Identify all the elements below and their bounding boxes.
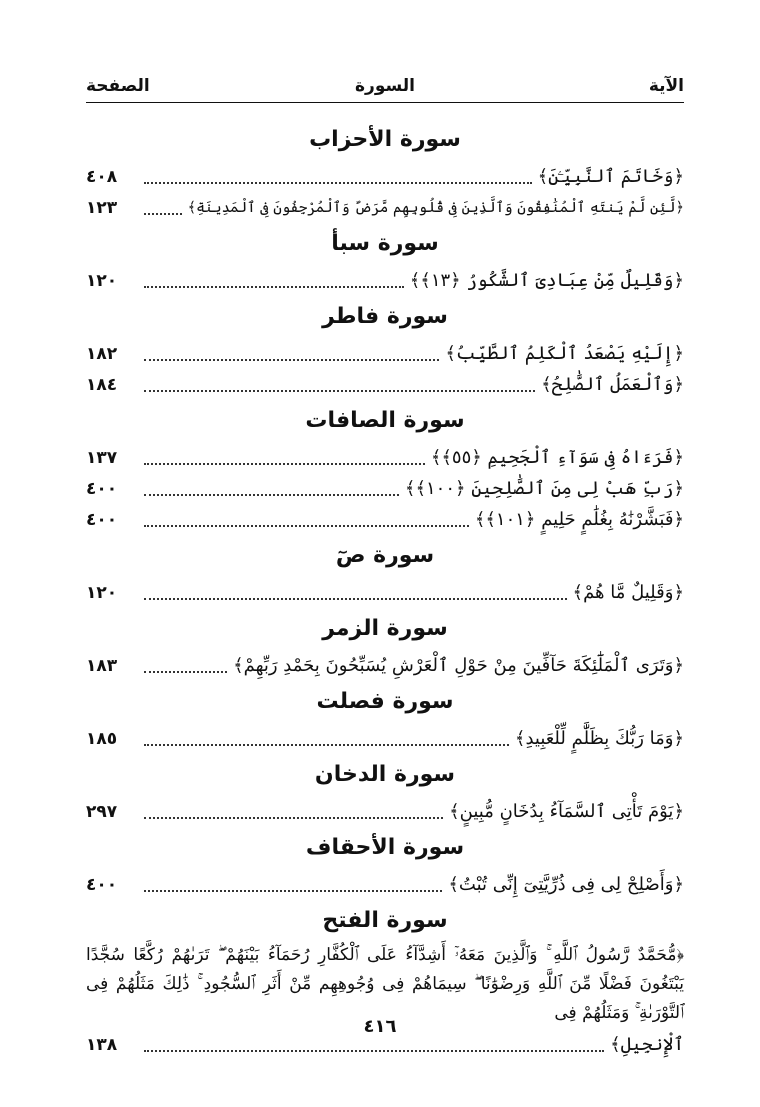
surah-title: سورة الفتح xyxy=(322,908,448,933)
ayah-text: ﴿وَقَلِيلٌ مِّنْ عِبَادِىَ ٱلشَّكُورُ ﴿١٣﴾﴾ xyxy=(409,270,684,291)
dot-leader xyxy=(144,525,469,527)
surah-title: سورة الصافات xyxy=(305,408,465,433)
page-ref: ١٨٢ xyxy=(86,344,118,364)
header-page-label: الصفحة xyxy=(86,76,150,96)
surah-title: سورة سبأ xyxy=(331,231,439,256)
dot-leader xyxy=(144,744,509,746)
index-entry xyxy=(86,472,684,503)
ayah-text: ﴿لَّئِن لَّمْ يَنتَهِ ٱلْمُنَٰفِقُونَ وَٱلَّذِينَ فِى قُلُوبِهِم مَّرَضٌ وَٱلْمُرْجِفُونَ فِى ٱلْمَدِينَةِ﴾ xyxy=(187,200,684,216)
surah-title: سورة الأحزاب xyxy=(309,127,461,152)
page-ref: ٤٠٠ xyxy=(86,875,118,895)
table-header xyxy=(86,72,684,103)
dot-leader xyxy=(144,182,532,184)
dot-leader xyxy=(144,671,227,673)
ayah-text: ﴿مُّحَمَّدٌ رَّسُولُ ٱللَّهِ ۚ وَٱلَّذِينَ مَعَهُۥٓ أَشِدَّآءُ عَلَى ٱلْكُفَّارِ رُحَمَآءُ بَيْنَهُمْ ۖ تَرَىٰهُمْ رُكَّعًا سُجَّدًا يَبْتَغُونَ فَضْلًا مِّنَ ٱللَّهِ وَرِضْوَٰنًا ۖ سِيمَاهُمْ فِى وُجُوهِهِم مِّنْ أَثَرِ ٱلسُّجُودِ ۚ ذَٰلِكَ مَثَلُهُمْ فِى ٱلتَّوْرَىٰةِ ۚ وَمَثَلُهُمْ فِى xyxy=(86,945,684,1023)
surah-title: سورة فصلت xyxy=(316,689,454,714)
surah-title: سورة الأحقاف xyxy=(305,835,465,860)
index-entry xyxy=(86,649,684,680)
page-ref: ١٢٣ xyxy=(86,198,118,218)
index-entry xyxy=(86,441,684,472)
page-number: ٤١٦ xyxy=(363,1016,397,1037)
page-ref: ١٨٥ xyxy=(86,729,118,749)
header-surah-label: السورة xyxy=(355,76,415,96)
surah-title: سورة صٓ xyxy=(335,543,435,568)
ayah-text-end: ٱلْإِنجِيلِ﴾ xyxy=(610,1034,684,1055)
header-ayah-label: الآية xyxy=(648,76,684,96)
index-entry xyxy=(86,368,684,399)
page-ref: ٢٩٧ xyxy=(86,802,118,822)
page-ref: ١٣٨ xyxy=(86,1035,118,1055)
page-ref: ١٢٠ xyxy=(86,583,118,603)
page-ref: ١٣٧ xyxy=(86,448,118,468)
surah-title: سورة الدخان xyxy=(314,762,456,787)
ayah-text: ﴿إِلَيْهِ يَصْعَدُ ٱلْكَلِمُ ٱلطَّيِّبُ﴾ xyxy=(445,343,684,364)
ayah-text: ﴿فَرَءَاهُ فِى سَوَآءِ ٱلْجَحِيمِ ﴿٥٥﴾﴾ xyxy=(430,447,684,468)
dot-leader xyxy=(144,213,182,215)
index-entry xyxy=(86,576,684,607)
ayah-text: ﴿وَٱلْعَمَلُ ٱلصَّٰلِحُ﴾ xyxy=(541,374,684,395)
index-entry xyxy=(86,264,684,295)
dot-leader xyxy=(144,359,439,361)
ayah-text: ﴿وَأَصْلِحْ لِى فِى ذُرِّيَّتِىٓ إِنِّى تُبْتُ﴾ xyxy=(448,874,684,895)
dot-leader xyxy=(144,890,442,892)
page-ref: ٤٠٠ xyxy=(86,510,118,530)
page-ref: ١٨٤ xyxy=(86,375,118,395)
dot-leader xyxy=(144,598,567,600)
dot-leader xyxy=(144,1050,604,1052)
index-entry xyxy=(86,795,684,826)
index-entry xyxy=(86,722,684,753)
dot-leader xyxy=(144,390,535,392)
ayah-text: ﴿وَمَا رَبُّكَ بِظَلَّٰمٍ لِّلْعَبِيدِ﴾ xyxy=(514,728,684,749)
index-entry xyxy=(86,337,684,368)
surah-title: سورة فاطر xyxy=(322,304,448,329)
page-ref: ٤٠٠ xyxy=(86,479,118,499)
index-entry xyxy=(86,160,684,191)
surah-title: سورة الزمر xyxy=(322,616,448,641)
index-entry xyxy=(86,868,684,899)
dot-leader xyxy=(144,817,443,819)
ayah-text: ﴿وَقَلِيلٌ مَّا هُمْ﴾ xyxy=(572,582,684,603)
index-content xyxy=(86,118,684,1059)
page-ref: ٤٠٨ xyxy=(86,167,118,187)
page-ref: ١٢٠ xyxy=(86,271,118,291)
page-ref: ١٨٣ xyxy=(86,656,118,676)
ayah-text: ﴿وَتَرَى ٱلْمَلَٰٓئِكَةَ حَآفِّينَ مِنْ حَوْلِ ٱلْعَرْشِ يُسَبِّحُونَ بِحَمْدِ رَبِّهِمْ﴾ xyxy=(233,655,684,676)
ayah-text: ﴿رَبِّ هَبْ لِى مِنَ ٱلصَّٰلِحِينَ ﴿١٠٠﴾﴾ xyxy=(404,478,684,499)
ayah-text: ﴿فَبَشَّرْنَٰهُ بِغُلَٰمٍ حَلِيمٍ ﴿١٠١﴾﴾ xyxy=(474,509,684,530)
dot-leader xyxy=(144,286,404,288)
index-entry-multiline xyxy=(86,941,684,1059)
ayah-text: ﴿وَخَاتَمَ ٱلنَّبِيِّـۧنَ﴾ xyxy=(537,166,684,187)
index-entry xyxy=(86,503,684,534)
ayah-text: ﴿يَوْمَ تَأْتِى ٱلسَّمَآءُ بِدُخَانٍ مُّبِينٍ﴾ xyxy=(449,801,684,822)
dot-leader xyxy=(144,463,425,465)
index-entry xyxy=(86,191,684,222)
dot-leader xyxy=(144,494,399,496)
